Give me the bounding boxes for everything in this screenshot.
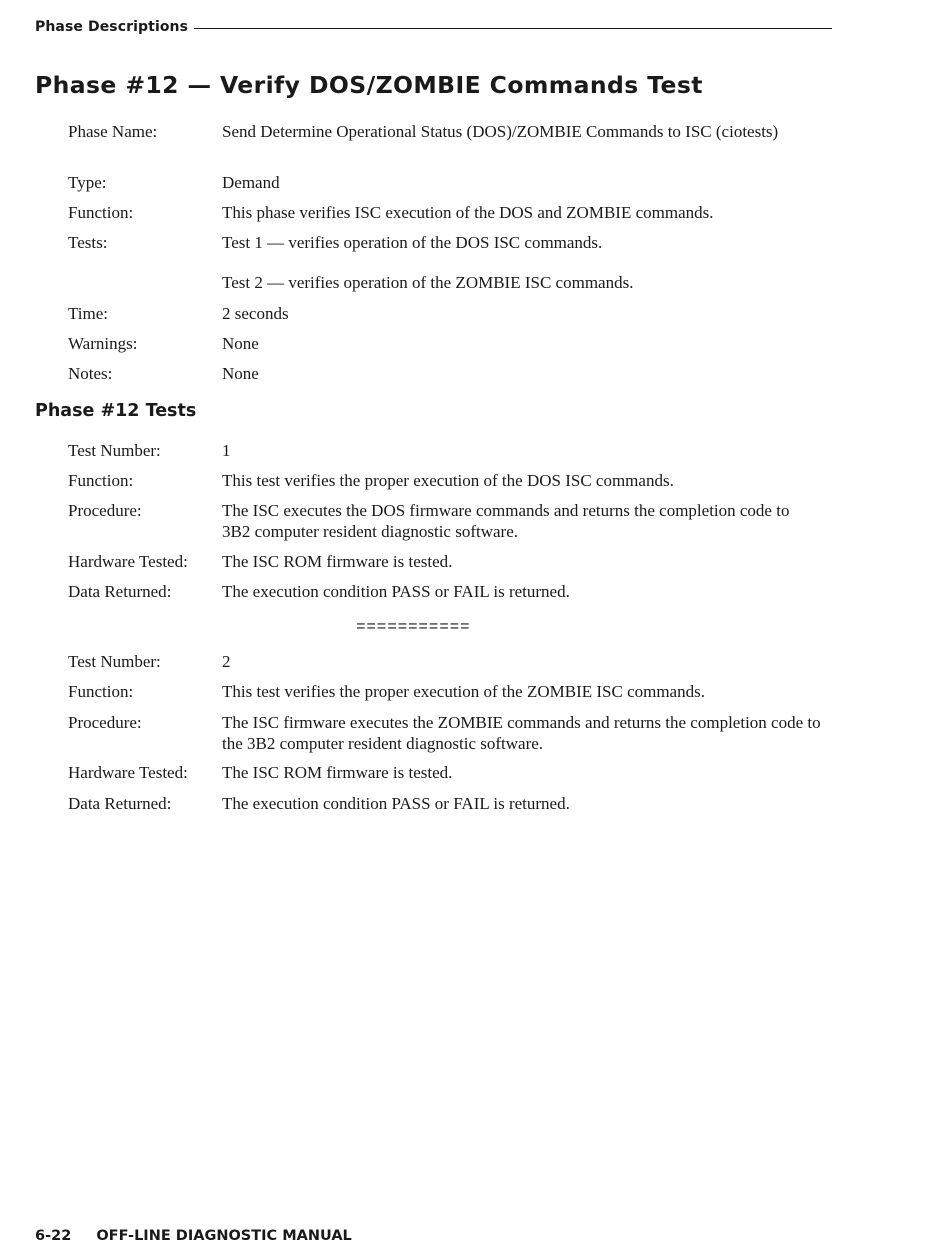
test-function-value: This test verifies the proper execution of the ZOMBIE ISC commands. bbox=[222, 682, 705, 701]
test-data-value: The execution condition PASS or FAIL is returned. bbox=[222, 794, 570, 813]
function-value: This phase verifies ISC execution of the DOS and ZOMBIE commands. bbox=[222, 203, 714, 222]
test-2-summary: Test 2 — verifies operation of the ZOMBIE ISC commands. bbox=[222, 273, 634, 292]
test-function-label: Function: bbox=[68, 682, 134, 701]
test-number-label: Test Number: bbox=[68, 441, 161, 460]
running-header bbox=[35, 17, 832, 37]
test-number-value: 2 bbox=[222, 652, 231, 671]
test-function-value: This test verifies the proper execution of the DOS ISC commands. bbox=[222, 471, 674, 490]
test-procedure-value: The ISC executes the DOS firmware commands and returns the completion code to 3B2 computer resident diagnostic software. bbox=[222, 501, 790, 541]
running-header-text: Phase Descriptions bbox=[35, 19, 189, 35]
test-number-label: Test Number: bbox=[68, 652, 161, 671]
phase-name-label: Phase Name: bbox=[68, 122, 158, 141]
type-label: Type: bbox=[68, 173, 107, 192]
header-rule bbox=[194, 28, 832, 29]
page-number: 6-22 bbox=[35, 1228, 72, 1244]
notes-value: None bbox=[222, 364, 259, 383]
page-title: Phase #12 — Verify DOS/ZOMBIE Commands Test bbox=[35, 71, 703, 99]
test-hardware-label: Hardware Tested: bbox=[68, 552, 188, 571]
test-procedure-value: The ISC firmware executes the ZOMBIE commands and returns the completion code to the 3B2 computer resident diagnostic software. bbox=[222, 713, 821, 753]
function-label: Function: bbox=[68, 203, 134, 222]
warnings-label: Warnings: bbox=[68, 334, 138, 353]
test-hardware-label: Hardware Tested: bbox=[68, 763, 188, 782]
tests-label: Tests: bbox=[68, 233, 108, 252]
test-1-summary: Test 1 — verifies operation of the DOS ISC commands. bbox=[222, 233, 603, 252]
test-number-value: 1 bbox=[222, 441, 231, 460]
phase-name-value: Send Determine Operational Status (DOS)/ZOMBIE Commands to ISC (ciotests) bbox=[222, 122, 779, 141]
test-separator: =========== bbox=[356, 618, 471, 636]
test-procedure-label: Procedure: bbox=[68, 713, 142, 732]
time-value: 2 seconds bbox=[222, 304, 289, 323]
test-procedure-label: Procedure: bbox=[68, 501, 142, 520]
notes-label: Notes: bbox=[68, 364, 113, 383]
time-label: Time: bbox=[68, 304, 109, 323]
test-data-value: The execution condition PASS or FAIL is returned. bbox=[222, 582, 570, 601]
test-hardware-value: The ISC ROM firmware is tested. bbox=[222, 552, 453, 571]
test-data-label: Data Returned: bbox=[68, 794, 172, 813]
warnings-value: None bbox=[222, 334, 259, 353]
test-hardware-value: The ISC ROM firmware is tested. bbox=[222, 763, 453, 782]
tests-heading: Phase #12 Tests bbox=[35, 401, 197, 421]
page-footer bbox=[35, 1228, 352, 1244]
test-function-label: Function: bbox=[68, 471, 134, 490]
type-value: Demand bbox=[222, 173, 280, 192]
manual-title: OFF-LINE DIAGNOSTIC MANUAL bbox=[96, 1228, 352, 1244]
test-data-label: Data Returned: bbox=[68, 582, 172, 601]
